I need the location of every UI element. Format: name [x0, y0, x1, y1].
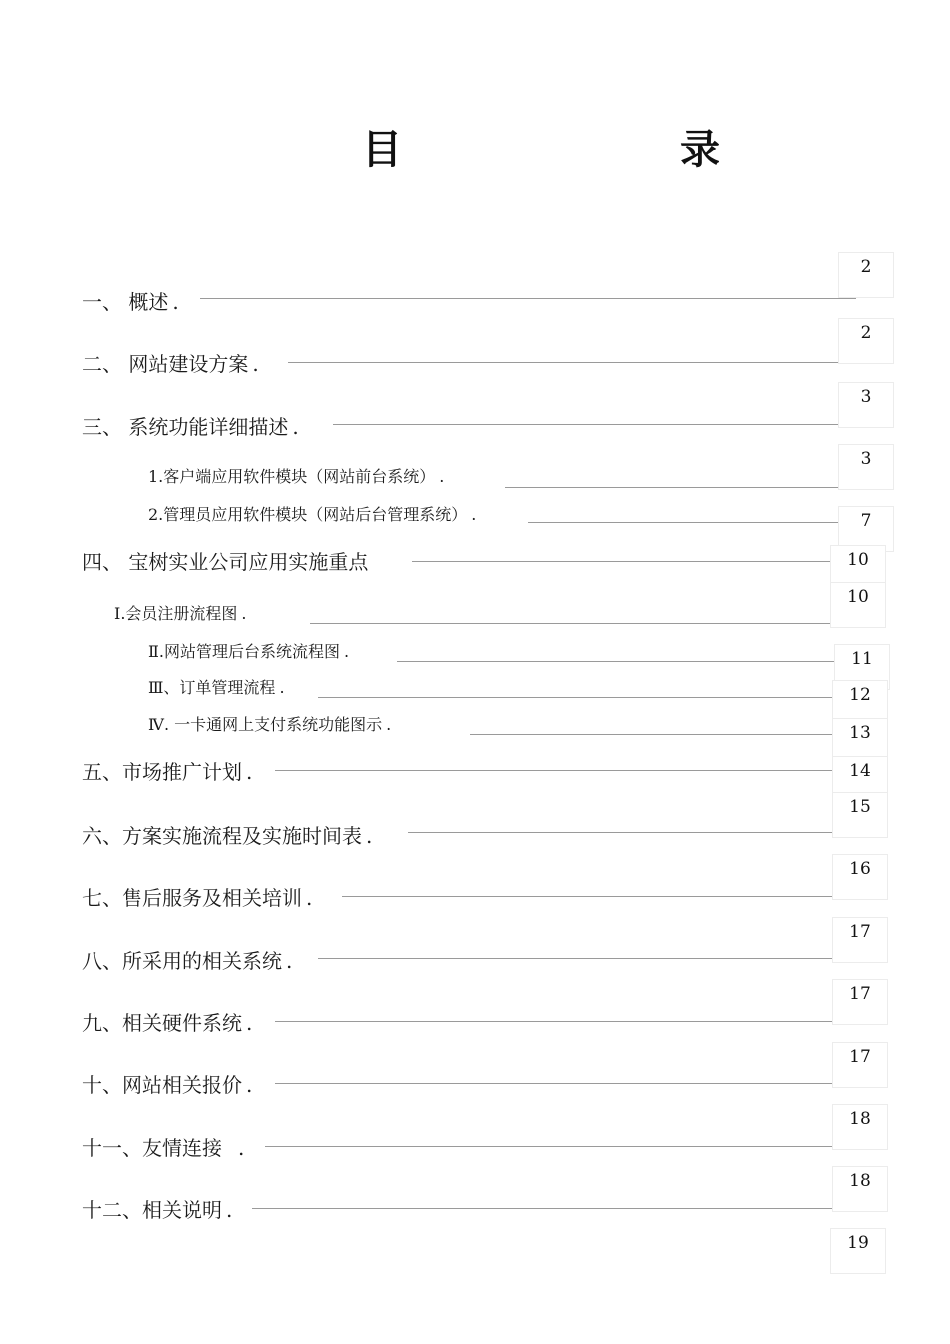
toc-page-number-trailing: 19	[830, 1228, 886, 1274]
toc-entry-label: 十二、相关说明	[82, 1198, 222, 1222]
toc-page-number: 13	[832, 718, 888, 764]
toc-leader	[275, 1083, 842, 1084]
toc-entry-label: Ⅳ. 一卡通网上支付系统功能图示	[148, 715, 383, 734]
toc-page-number: 3	[838, 444, 894, 490]
toc-entry-label: 二、 网站建设方案	[82, 352, 249, 376]
toc-entry-12[interactable]: 十二、相关说明 .	[82, 1198, 233, 1222]
toc-leader	[470, 734, 842, 735]
toc-entry-4-2[interactable]: Ⅱ.网站管理后台系统流程图 .	[148, 642, 350, 661]
toc-entry-2[interactable]: 二、 网站建设方案 .	[82, 352, 259, 376]
toc-entry-3-2[interactable]: 2.管理员应用软件模块（网站后台管理系统） .	[148, 505, 477, 524]
toc-leader	[275, 770, 842, 771]
toc-entry-label: 四、 宝树实业公司应用实施重点	[82, 550, 369, 574]
toc-leader	[275, 1021, 842, 1022]
toc-entry-label: 九、相关硬件系统	[82, 1011, 242, 1035]
toc-entry-10[interactable]: 十、网站相关报价 .	[82, 1073, 253, 1097]
toc-entry-7[interactable]: 七、售后服务及相关培训 .	[82, 886, 313, 910]
toc-page-number: 18	[832, 1104, 888, 1150]
toc-page-number: 12	[832, 680, 888, 726]
toc-entry-4-1[interactable]: I.会员注册流程图 .	[114, 604, 247, 623]
toc-page-number: 3	[838, 382, 894, 428]
toc-entry-label: 五、市场推广计划	[82, 760, 242, 784]
toc-entry-label: 1.客户端应用软件模块（网站前台系统）	[148, 467, 436, 486]
toc-entry-11[interactable]: 十一、友情连接 .	[82, 1136, 245, 1160]
toc-page-number: 10	[830, 545, 886, 591]
toc-entry-label: Ⅱ.网站管理后台系统流程图	[148, 642, 340, 661]
toc-entry-label: 七、售后服务及相关培训	[82, 886, 302, 910]
toc-entry-label: 十一、友情连接	[82, 1136, 222, 1160]
toc-entry-5[interactable]: 五、市场推广计划 .	[82, 760, 253, 784]
toc-entry-label: 六、方案实施流程及实施时间表	[82, 824, 362, 848]
toc-leader	[342, 896, 842, 897]
toc-page-number: 10	[830, 582, 886, 628]
toc-leader	[252, 1208, 842, 1209]
toc-leader	[528, 522, 856, 523]
toc-page-number: 2	[838, 252, 894, 298]
toc-leader	[505, 487, 856, 488]
toc-entry-label: 三、 系统功能详细描述	[82, 415, 289, 439]
toc-leader	[333, 424, 856, 425]
toc-entry-label: 2.管理员应用软件模块（网站后台管理系统）	[148, 505, 468, 524]
toc-page-number: 2	[838, 318, 894, 364]
toc-entry-label: I.会员注册流程图	[114, 604, 238, 623]
toc-entry-6[interactable]: 六、方案实施流程及实施时间表 .	[82, 824, 373, 848]
toc-entry-3[interactable]: 三、 系统功能详细描述 .	[82, 415, 299, 439]
toc-entry-4-4[interactable]: Ⅳ. 一卡通网上支付系统功能图示 .	[148, 715, 392, 734]
toc-page-number: 11	[834, 644, 890, 690]
toc-entry-4-3[interactable]: Ⅲ、订单管理流程 .	[148, 678, 285, 697]
toc-page-number: 15	[832, 792, 888, 838]
toc-page-number: 17	[832, 917, 888, 963]
toc-page-number: 14	[832, 756, 888, 802]
toc-leader	[397, 661, 842, 662]
toc-entry-8[interactable]: 八、所采用的相关系统 .	[82, 949, 293, 973]
toc-leader	[265, 1146, 842, 1147]
toc-entry-1[interactable]: 一、 概述 .	[82, 290, 179, 314]
toc-leader	[318, 958, 842, 959]
toc-entry-label: 八、所采用的相关系统	[82, 949, 282, 973]
toc-entry-label: 十、网站相关报价	[82, 1073, 242, 1097]
toc-leader	[318, 697, 842, 698]
toc-leader	[288, 362, 856, 363]
toc-leader	[408, 832, 842, 833]
toc-page-number: 18	[832, 1166, 888, 1212]
toc-page-number: 17	[832, 979, 888, 1025]
toc-page-number: 17	[832, 1042, 888, 1088]
toc-page-number: 7	[838, 506, 894, 552]
toc-entry-3-1[interactable]: 1.客户端应用软件模块（网站前台系统） .	[148, 467, 445, 486]
toc-leader	[412, 561, 842, 562]
toc-leader	[200, 298, 856, 299]
toc-entry-9[interactable]: 九、相关硬件系统 .	[82, 1011, 253, 1035]
page-title: 目 录	[362, 127, 852, 173]
toc-page-number: 16	[832, 854, 888, 900]
toc-entry-4[interactable]	[82, 550, 368, 574]
toc-entry-label: Ⅲ、订单管理流程	[148, 678, 276, 697]
toc-entry-label: 一、 概述	[82, 290, 169, 314]
toc-leader	[310, 623, 842, 624]
